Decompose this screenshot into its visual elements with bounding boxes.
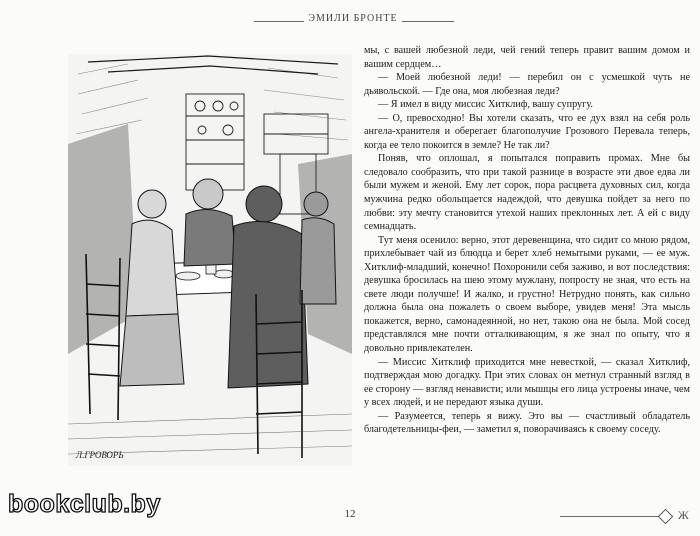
body-text-column — [364, 44, 690, 437]
book-illustration — [68, 54, 352, 466]
running-header — [0, 8, 700, 32]
illustration-signature: Л.ГРОВОРЬ — [76, 450, 124, 460]
paragraph: мы, с вашей любезной леди, чей гений теперь правит вашим домом и вашим сердцем… — [364, 45, 690, 70]
running-header-title: ЭМИЛИ БРОНТЕ — [308, 13, 398, 24]
paragraph: — Я имел в виду миссис Хитклиф, вашу супругу. — [378, 99, 593, 111]
watermark-logo: bookclub.by — [8, 490, 161, 518]
footer-glyph: Ж — [678, 508, 689, 522]
paragraph: — Разумеется, теперь я вижу. Это вы — счастливый обладатель благодетельницы-феи, — заметил я, поворачиваясь к своему соседу. — [364, 410, 690, 436]
diamond-ornament-icon — [658, 509, 674, 525]
footer-rule — [560, 516, 660, 517]
header-rule-right — [402, 21, 454, 22]
paragraph: — О, превосходно! Вы хотели сказать, что ее дух взял на себя роль ангела-хранителя и оберегает благополучие Грозового Перевала теперь, когда ее тело покоится в земле? Не так ли? — [364, 112, 690, 151]
paragraph: Поняв, что оплошал, я попытался поправить промах. Мне бы следовало сообразить, что при такой разнице в возрасте эти двое едва ли были мужем и женой. Ему лет сорок, пора расцвета духовных сил, когда мужчина редко обольщается надеждой, что девушка пойдет за него по любви: эту мечту становится утехой наших преклонных лет. А ей с виду семнадцать. — [364, 153, 690, 233]
paragraph: — Моей любезной леди! — перебил он с усмешкой чуть не дьявольской. — Где она, моя любезная леди? — [364, 72, 690, 97]
footer-ornament — [560, 508, 700, 524]
header-rule-left — [254, 21, 304, 22]
paragraph: Тут меня осенило: верно, этот деревенщина, что сидит со мною рядом, прихлебывает чай из блюдца и берет хлеб немытыми руками, — ее муж. Хитклиф-младший, конечно! Похоронили себя заживо, и вот последствия: девушка бросилась на шею этому мужлану, попросту не зная, что есть на свете люди получше! И жалко, и грустно! Нетрудно понять, как сильно должна была она пожалеть о своем выборе, увидев меня! Эта мысль покажется, верно, самонадеянной, но нет, такою она не была. Мой сосед представлялся мне почти отталкивающим, я же знал по опыту, что я довольно привлекателен. — [364, 234, 690, 355]
etching-drawing — [68, 54, 352, 466]
paragraph: — Миссис Хитклиф приходится мне невесткой, — сказал Хитклиф, подтверждая мою догадку. При этих словах он метнул странный взгляд в ее сторону — взгляд ненависти; или мышцы его лица устроены иначе, чем у всех людей, и не передают языка души. — [364, 356, 690, 409]
page-number: 12 — [344, 508, 356, 520]
